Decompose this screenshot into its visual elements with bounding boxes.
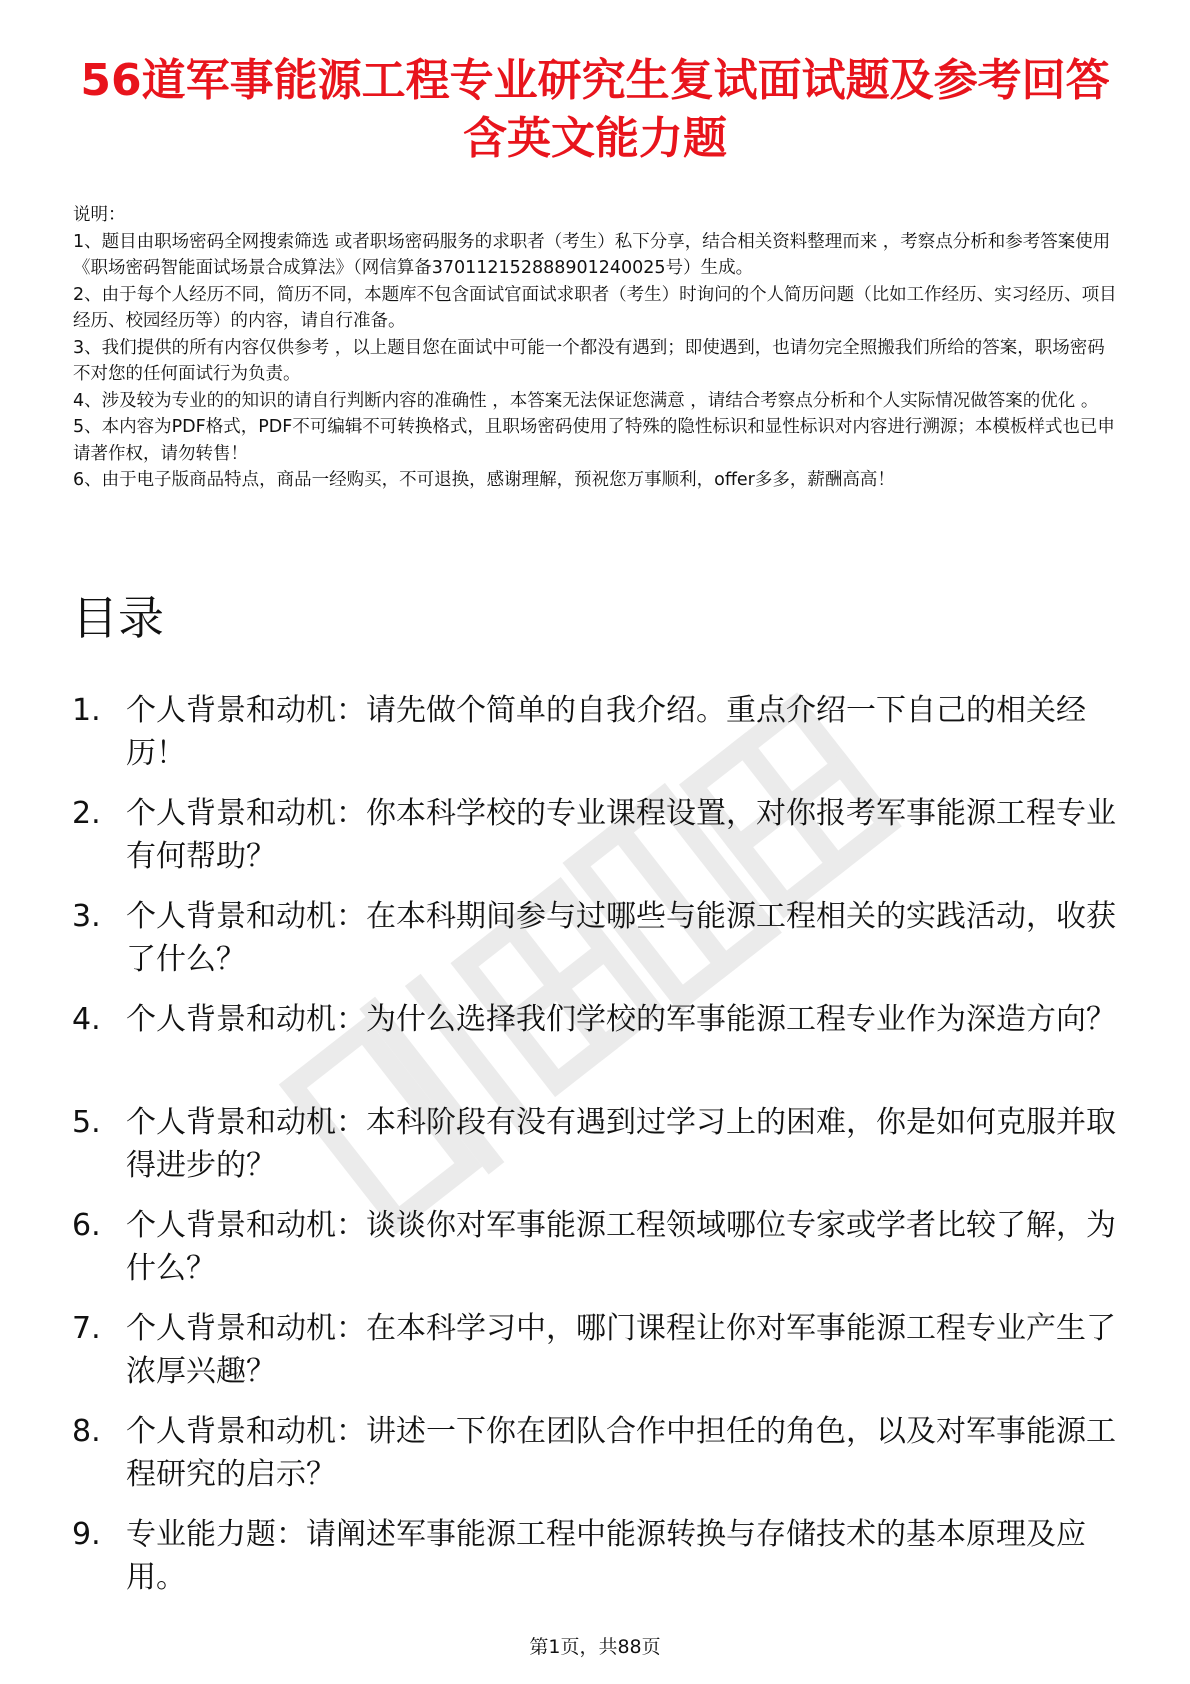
document-title: 56道军事能源工程专业研究生复试面试题及参考回答含英文能力题	[80, 55, 1110, 164]
toc-item-text: 个人背景和动机：请先做个简单的自我介绍。重点介绍一下自己的相关经历！	[126, 693, 1086, 771]
toc-item[interactable]	[72, 1204, 1122, 1290]
note-item: 5、本内容为PDF格式，PDF不可编辑不可转换格式，且职场密码使用了特殊的隐性标识和显性标识对内容进行溯源；本模板样式也已申请著作权，请勿转售！	[73, 417, 1115, 464]
note-item: 4、涉及较为专业的的知识的请自行判断内容的准确性 ，本答案无法保证您满意 ，请结合考察点分析和个人实际情况做答案的优化 。	[73, 390, 1099, 411]
note-item: 6、由于电子版商品特点，商品一经购买，不可退换，感谢理解，预祝您万事顺利，offer多多，薪酬高高！	[73, 470, 895, 490]
toc-item[interactable]	[72, 895, 1122, 981]
toc-item-number: 5.	[72, 1105, 101, 1140]
toc-item-number: 9.	[72, 1517, 101, 1552]
toc-item-text: 个人背景和动机：为什么选择我们学校的军事能源工程专业作为深造方向？	[126, 1002, 1116, 1037]
toc-item[interactable]	[72, 792, 1122, 878]
toc-item-text: 个人背景和动机：讲述一下你在团队合作中担任的角色，以及对军事能源工程研究的启示？	[126, 1414, 1116, 1492]
note-item: 2、由于每个人经历不同，简历不同，本题库不包含面试官面试求职者（考生）时询问的个人简历问题（比如工作经历、实习经历、项目经历、校园经历等）的内容，请自行准备。	[73, 284, 1117, 331]
note-item: 3、我们提供的所有内容仅供参考 ，以上题目您在面试中可能一个都没有遇到；即使遇到，也请勿完全照搬我们所给的答案，职场密码不对您的任何面试行为负责。	[73, 337, 1105, 384]
toc-heading: 目录	[72, 591, 164, 645]
toc-item-text: 专业能力题：请阐述军事能源工程中能源转换与存储技术的基本原理及应用。	[126, 1517, 1086, 1595]
toc-item-text: 个人背景和动机：你本科学校的专业课程设置，对你报考军事能源工程专业有何帮助？	[126, 796, 1116, 874]
toc-item-number: 2.	[72, 796, 101, 831]
toc-item-number: 6.	[72, 1208, 101, 1243]
toc-item-number: 4.	[72, 1002, 101, 1037]
toc-item[interactable]	[72, 1513, 1122, 1599]
page-number-footer: 第1页，共88页	[529, 1636, 661, 1658]
toc-item-text: 个人背景和动机：在本科学习中，哪门课程让你对军事能源工程专业产生了浓厚兴趣？	[126, 1311, 1116, 1389]
toc-item[interactable]	[72, 1410, 1122, 1496]
note-item: 1、题目由职场密码全网搜索筛选 或者职场密码服务的求职者（考生）私下分享，结合相关资料整理而来 ，考察点分析和参考答案使用《职场密码智能面试场景合成算法》（网信算备370112152888901240025号）生成。	[73, 231, 1111, 278]
toc-item[interactable]	[72, 1101, 1122, 1187]
table-of-contents	[72, 689, 1122, 1616]
toc-item-text: 个人背景和动机：本科阶段有没有遇到过学习上的困难，你是如何克服并取得进步的？	[126, 1105, 1116, 1183]
toc-item-number: 1.	[72, 693, 101, 728]
toc-item-number: 8.	[72, 1414, 101, 1449]
toc-item-number: 7.	[72, 1311, 101, 1346]
toc-item[interactable]	[72, 998, 1122, 1084]
toc-item[interactable]	[72, 1307, 1122, 1393]
toc-item[interactable]	[72, 689, 1122, 775]
toc-item-text: 个人背景和动机：谈谈你对军事能源工程领域哪位专家或学者比较了解，为什么？	[126, 1208, 1116, 1286]
notes-heading: 说明：	[73, 205, 126, 225]
notes-section	[73, 202, 1118, 494]
toc-item-number: 3.	[72, 899, 101, 934]
toc-item-text: 个人背景和动机：在本科期间参与过哪些与能源工程相关的实践活动，收获了什么？	[126, 899, 1116, 977]
